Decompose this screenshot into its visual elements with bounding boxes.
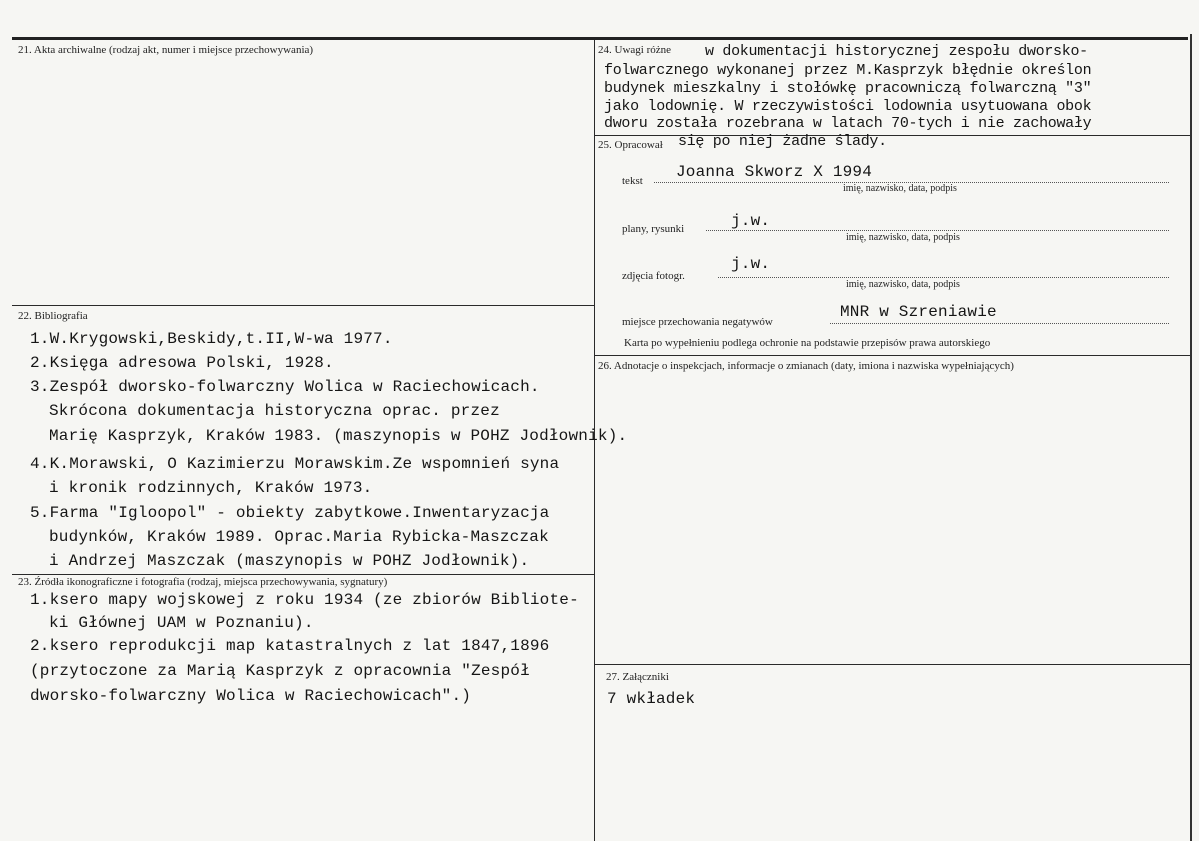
bibliography-line-5: Marię Kasprzyk, Kraków 1983. (maszynopis w POHZ Jodłownik). [49,427,628,445]
zdjecia-label: zdjęcia fotogr. [622,270,685,282]
section-27-label: 27. Załączniki [606,671,669,683]
separator-21-22 [12,305,594,306]
remarks-line-6: się po niej żadne ślady. [678,133,887,150]
remarks-line-4: jako lodownię. W rzeczywistości lodownia usytuowana obok [604,98,1092,115]
bibliography-line-4: Skrócona dokumentacja historyczna oprac. przez [49,402,500,420]
section-22-label: 22. Bibliografia [18,310,88,322]
remarks-line-1: w dokumentacji historycznej zespołu dworsko- [705,43,1088,60]
plany-dotted-line [706,230,1169,231]
right-border [1190,34,1192,841]
section-25-label: 25. Opracował [598,139,663,151]
bibliography-line-1: 1.W.Krygowski,Beskidy,t.II,W-wa 1977. [30,330,393,348]
remarks-line-5: dworu została rozebrana w latach 70-tych i nie zachowały [604,115,1092,132]
iconography-line-3: 2.ksero reprodukcji map katastralnych z lat 1847,1896 [30,637,550,655]
tekst-caption: imię, nazwisko, data, podpis [843,183,957,194]
bibliography-line-6: 4.K.Morawski, O Kazimierzu Morawskim.Ze wspomnień syna [30,455,560,473]
zdjecia-caption: imię, nazwisko, data, podpis [846,279,960,290]
separator-22-23 [12,574,594,575]
top-border [12,37,1188,40]
bibliography-line-9: budynków, Kraków 1989. Oprac.Maria Rybicka-Maszczak [49,528,549,546]
bibliography-line-3: 3.Zespół dworsko-folwarczny Wolica w Raciechowicach. [30,378,540,396]
bibliography-line-8: 5.Farma "Igloopol" - obiekty zabytkowe.Inwentaryzacja [30,504,550,522]
negatywy-value: MNR w Szreniawie [840,303,997,321]
iconography-line-5: dworsko-folwarczny Wolica w Raciechowicach".) [30,687,472,705]
separator-25-26 [595,355,1190,356]
remarks-line-2: folwarcznego wykonanej przez M.Kasprzyk błędnie określon [604,62,1092,79]
negatywy-label: miejsce przechowania negatywów [622,316,773,328]
negatywy-dotted-line [830,323,1169,324]
zdjecia-dotted-line [718,277,1169,278]
bibliography-line-10: i Andrzej Maszczak (maszynopis w POHZ Jodłownik). [49,552,530,570]
separator-26-27 [595,664,1190,665]
tekst-label: tekst [622,175,643,187]
zdjecia-value: j.w. [731,255,771,273]
iconography-line-4: (przytoczone za Marią Kasprzyk z opracownia "Zespół [30,662,530,680]
tekst-value: Joanna Skworz X 1994 [676,163,873,181]
plany-caption: imię, nazwisko, data, podpis [846,232,960,243]
section-21-label: 21. Akta archiwalne (rodzaj akt, numer i miejsce przechowywania) [18,44,314,56]
attachments-value: 7 wkładek [607,690,696,708]
remarks-line-3: budynek mieszkalny i stołówkę pracowniczą folwarczną "3" [604,80,1092,97]
section-23-label: 23. Źródła ikonograficzne i fotografia (rodzaj, miejsca przechowywania, sygnatury) [18,576,388,588]
bibliography-line-2: 2.Księga adresowa Polski, 1928. [30,354,334,372]
copyright-note: Karta po wypełnieniu podlega ochronie na podstawie przepisów prawa autorskiego [624,337,991,349]
iconography-line-1: 1.ksero mapy wojskowej z roku 1934 (ze zbiorów Bibliote- [30,591,579,609]
section-26-label: 26. Adnotacje o inspekcjach, informacje o zmianach (daty, imiona i nazwiska wypełniających) [598,360,1014,372]
plany-label: plany, rysunki [622,223,685,235]
bibliography-line-7: i kronik rodzinnych, Kraków 1973. [49,479,373,497]
iconography-line-2: ki Głównej UAM w Poznaniu). [49,614,314,632]
plany-value: j.w. [731,212,771,230]
section-24-label: 24. Uwagi różne [598,44,672,56]
